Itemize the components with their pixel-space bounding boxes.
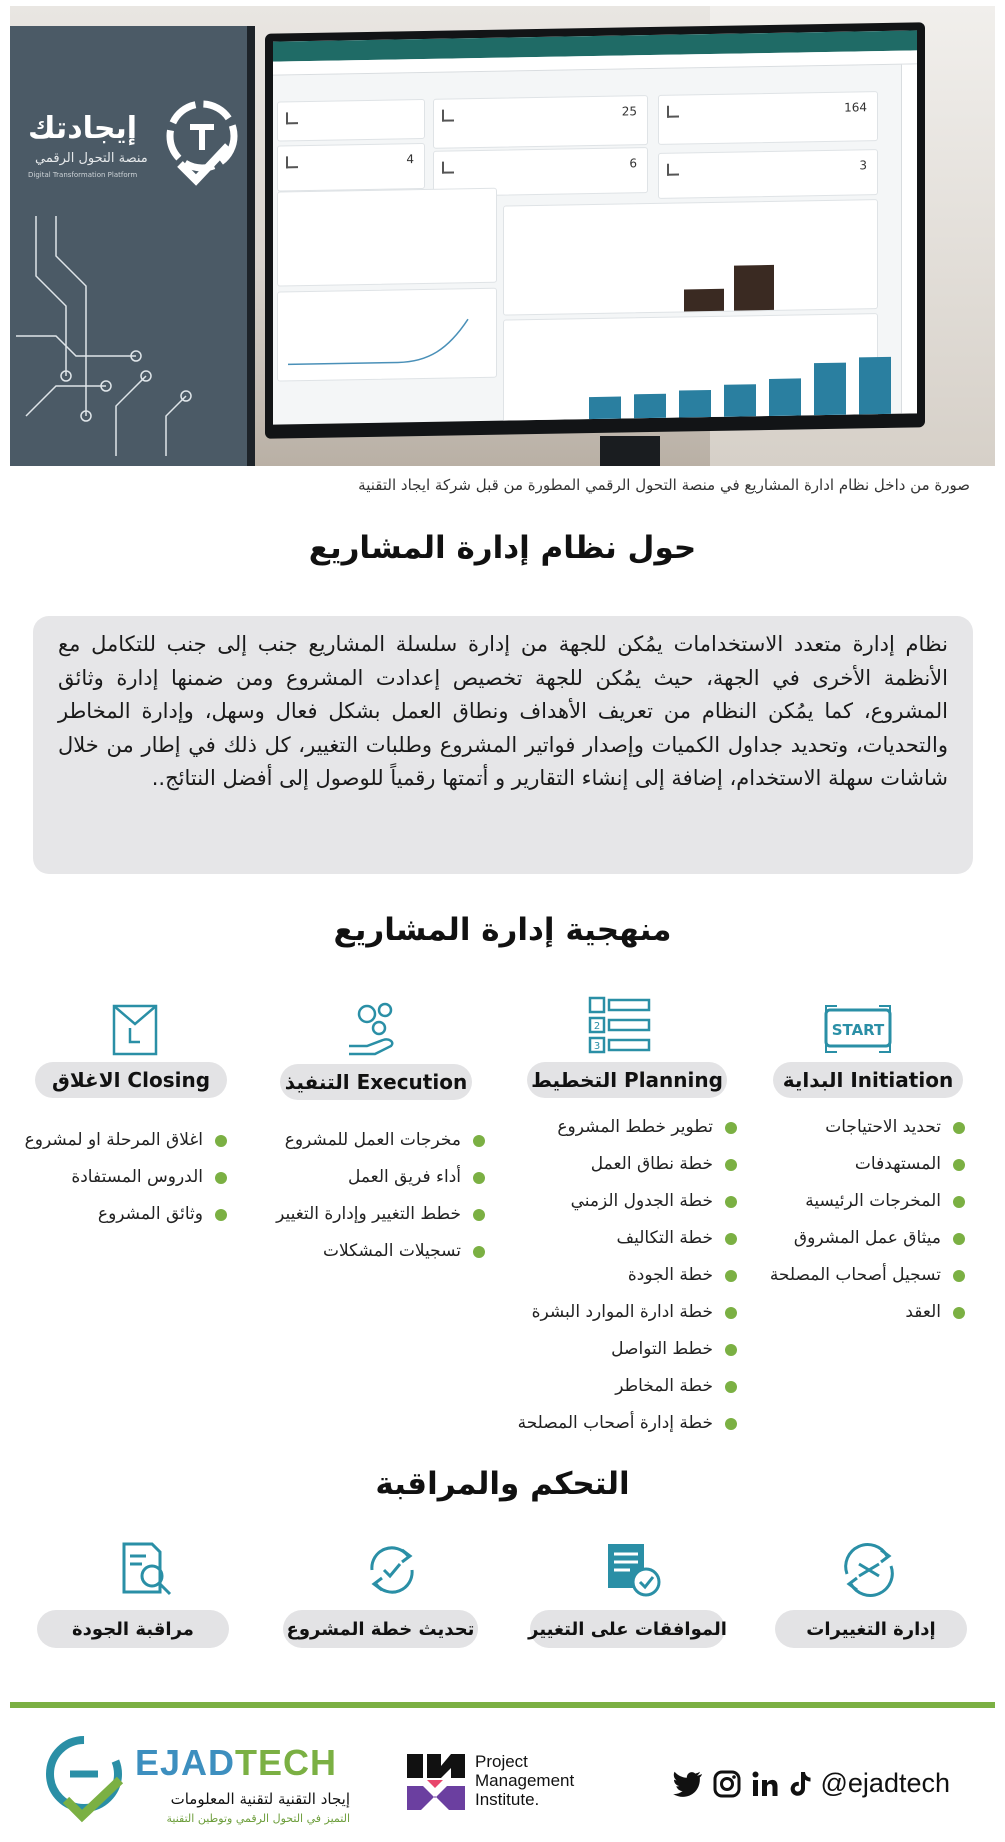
kpi-card: 3 <box>658 149 878 199</box>
ejadtech-logo <box>40 1730 360 1835</box>
about-body: نظام إدارة متعدد الاستخدامات يمُكن للجهة من إدارة سلسلة المشاريع جنب إلى جنب للتكامل مع الأنظمة الأخرى في الجهة، حيث يمُكن للجهة تخصيص إعدادت المشروع ومن ضمنها إدارة وثائق المشروع، كما يمُكن النظام من تعريف الأهداف ونطاق العمل بشكل فعال وسهل، وإدارة المخاطر والتحديات، وتحديد جداول الكميات وإصدار فواتير المشروع وطلبات التغيير، كل ذلك في إطار من خلال شاشات سهلة الاستخدام، إضافة إلى إنشاء التقارير و أتمتها رقمياً للوصول إلى أفضل النتائج.. <box>58 632 948 790</box>
chart-icon <box>286 156 298 168</box>
gears-hand-icon <box>345 1000 415 1058</box>
svg-text:3: 3 <box>593 1041 601 1052</box>
methodology-title: منهجية إدارة المشاريع <box>333 912 672 948</box>
control-pill-approvals: الموافقات على التغيير <box>530 1610 725 1648</box>
phase-pill-closing: الاغلاق Closing <box>35 1062 227 1098</box>
ejadtech-arabic-name: إيجاد التقنية لتقنية المعلومات <box>170 1790 350 1808</box>
brand-subtitle: منصة التحول الرقمي <box>35 151 148 166</box>
about-box <box>33 616 973 874</box>
list-item: خطة الجدول الزمني <box>518 1183 737 1220</box>
list-item: الدروس المستفادة <box>25 1159 227 1196</box>
control-pill-quality: مراقبة الجودة <box>37 1610 229 1648</box>
ejadtech-tagline: التميز في التحول الرقمي وتوطين التقنية <box>166 1812 350 1825</box>
dashboard-screen <box>273 30 917 424</box>
about-title: حول نظام إدارة المشاريع <box>308 530 697 566</box>
phase-pill-execution: التنفيذ Execution <box>280 1064 472 1100</box>
phase-pill-planning: التخطيط Planning <box>527 1062 727 1098</box>
social-links <box>673 1768 951 1799</box>
start-icon <box>823 1000 893 1058</box>
tiktok-icon[interactable] <box>789 1771 811 1797</box>
pmi-emblem-icon <box>405 1752 467 1812</box>
linkedin-icon[interactable] <box>751 1770 779 1798</box>
ejadtech-wordmark: EJADTECH <box>135 1742 338 1783</box>
list-item: خطة المخاطر <box>518 1368 737 1405</box>
pmi-logo <box>405 1748 605 1818</box>
refresh-plan-icon <box>360 1540 424 1600</box>
list-item: مخرجات العمل للمشروع <box>276 1122 485 1159</box>
instagram-icon[interactable] <box>713 1770 741 1798</box>
plan-list-icon <box>585 996 655 1054</box>
ejadtech-emblem-icon <box>40 1730 132 1830</box>
list-item: تسجيل أصحاب المصلحة <box>770 1257 965 1294</box>
svg-text:2: 2 <box>593 1021 601 1032</box>
list-item: العقد <box>770 1294 965 1331</box>
list-item: تسجيلات المشكلات <box>276 1233 485 1270</box>
kpi-card: 6 <box>433 147 648 197</box>
brand-arabic: إيجادتك <box>28 111 138 146</box>
initiation-list <box>770 1109 965 1331</box>
task-list-panel <box>277 188 497 287</box>
control-title: التحكم والمراقبة <box>375 1466 630 1502</box>
twitter-icon[interactable] <box>673 1771 703 1797</box>
quality-search-icon <box>116 1540 180 1600</box>
list-item: خطة ادارة الموارد البشرة <box>518 1294 737 1331</box>
control-pill-changes: إدارة التغييرات <box>775 1610 967 1648</box>
list-item: خطة الجودة <box>518 1257 737 1294</box>
planning-list <box>518 1109 737 1442</box>
pmi-text: Project Management Institute. <box>475 1752 575 1809</box>
list-item: المستهدفات <box>770 1146 965 1183</box>
social-handle[interactable]: @ejadtech <box>820 1768 950 1798</box>
list-item: خطة التكاليف <box>518 1220 737 1257</box>
photo-caption: صورة من داخل نظام ادارة المشاريع في منصة التحول الرقمي المطورة من قبل شركة ايجاد التقنية <box>358 476 970 494</box>
chart-icon <box>667 106 679 118</box>
list-item: وثائق المشروع <box>25 1196 227 1233</box>
kpi-card <box>277 99 425 142</box>
list-item: خطة إدارة أصحاب المصلحة <box>518 1405 737 1442</box>
kpi-card: 4 <box>277 143 425 192</box>
list-item: ميثاق عمل المشروق <box>770 1220 965 1257</box>
monitor-stand <box>600 436 660 466</box>
dashboard-side-rail <box>901 64 917 413</box>
list-item: خطط التغيير وإدارة التغيير <box>276 1196 485 1233</box>
closed-box-icon <box>100 1000 170 1058</box>
bar-chart-panel <box>503 199 878 316</box>
closing-list <box>25 1122 227 1233</box>
circuit-pattern-icon <box>16 216 246 456</box>
phase-pill-initiation: البداية Initiation <box>773 1062 963 1098</box>
hero-photo <box>10 6 995 466</box>
kpi-card: 25 <box>433 95 648 149</box>
list-item: تحديد الاحتياجات <box>770 1109 965 1146</box>
chart-icon <box>442 109 454 121</box>
chart-icon <box>286 112 298 124</box>
left-monitor <box>10 26 255 466</box>
list-item: اغلاق المرحلة او لمشروع <box>25 1122 227 1159</box>
list-item: خطط التواصل <box>518 1331 737 1368</box>
list-item: المخرجات الرئيسية <box>770 1183 965 1220</box>
kpi-card: 164 <box>658 91 878 145</box>
list-item: خطة نطاق العمل <box>518 1146 737 1183</box>
list-item: أداء فريق العمل <box>276 1159 485 1196</box>
main-monitor <box>265 22 925 439</box>
footer <box>0 1708 1005 1842</box>
ejad-logo-mark-icon <box>160 96 245 191</box>
line-chart-panel <box>277 288 497 382</box>
svg-text:START: START <box>831 1021 885 1039</box>
execution-list <box>276 1122 485 1270</box>
list-item: تطوير خطط المشروع <box>518 1109 737 1146</box>
control-pill-plan-update: تحديث خطة المشروع <box>283 1610 478 1648</box>
chart-icon <box>667 164 679 176</box>
approval-doc-icon <box>600 1540 664 1600</box>
chart-icon <box>442 161 454 173</box>
brand-english: Digital Transformation Platform <box>28 171 138 179</box>
change-cycle-icon <box>837 1540 901 1600</box>
columns-chart-panel <box>503 313 878 425</box>
line-chart-icon <box>278 289 498 383</box>
